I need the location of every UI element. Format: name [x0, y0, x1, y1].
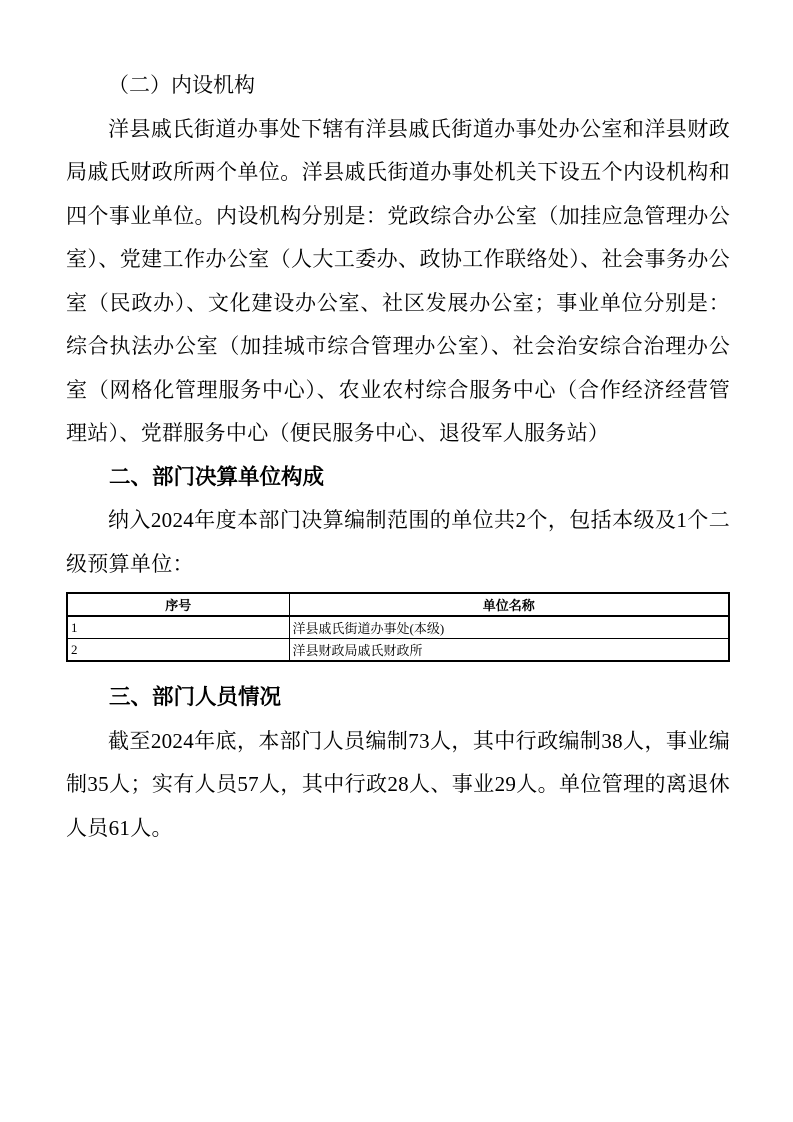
units-table-row1-seq: 1: [67, 616, 289, 639]
subsection-heading-internal-orgs: （二）内设机构: [108, 73, 255, 97]
paragraph-personnel: 截至2024年底，本部门人员编制73人，其中行政编制38人，事业编制35人；实有人员57人，其中行政28人、事业29人。单位管理的离退休人员61人。: [66, 728, 730, 840]
units-table: [66, 592, 730, 662]
units-table-header-unit-name: 单位名称: [289, 593, 729, 616]
units-table-header-row: [67, 593, 729, 616]
units-table-row1-unit-name: 洋县戚氏街道办事处(本级): [289, 616, 729, 639]
table-row: [67, 639, 729, 662]
units-table-header-seq: 序号: [67, 593, 289, 616]
units-table-row2-seq: 2: [67, 639, 289, 662]
units-table-row2-unit-name: 洋县财政局戚氏财政所: [289, 639, 729, 662]
document-content: [66, 64, 730, 850]
section-heading-unit-composition: 二、部门决算单位构成: [109, 464, 325, 489]
paragraph-internal-orgs: 洋县戚氏街道办事处下辖有洋县戚氏街道办事处办公室和洋县财政局戚氏财政所两个单位。洋县戚氏街道办事处机关下设五个内设机构和四个事业单位。内设机构分别是：党政综合办公室（加挂应急管理办公室）、党建工作办公室（人大工委办、政协工作联络处）、社会事务办公室（民政办）、文化建设办公室、社区发展办公室；事业单位分别是：综合执法办公室（加挂城市综合管理办公室）、社会治安综合治理办公室（网格化管理服务中心）、农业农村综合服务中心（合作经济经营管理站）、党群服务中心（便民服务中心、退役军人服务站）: [66, 116, 730, 445]
paragraph-unit-composition: 纳入2024年度本部门决算编制范围的单位共2个，包括本级及1个二级预算单位：: [66, 508, 730, 576]
section-heading-personnel: 三、部门人员情况: [109, 685, 282, 709]
table-row: [67, 616, 729, 639]
